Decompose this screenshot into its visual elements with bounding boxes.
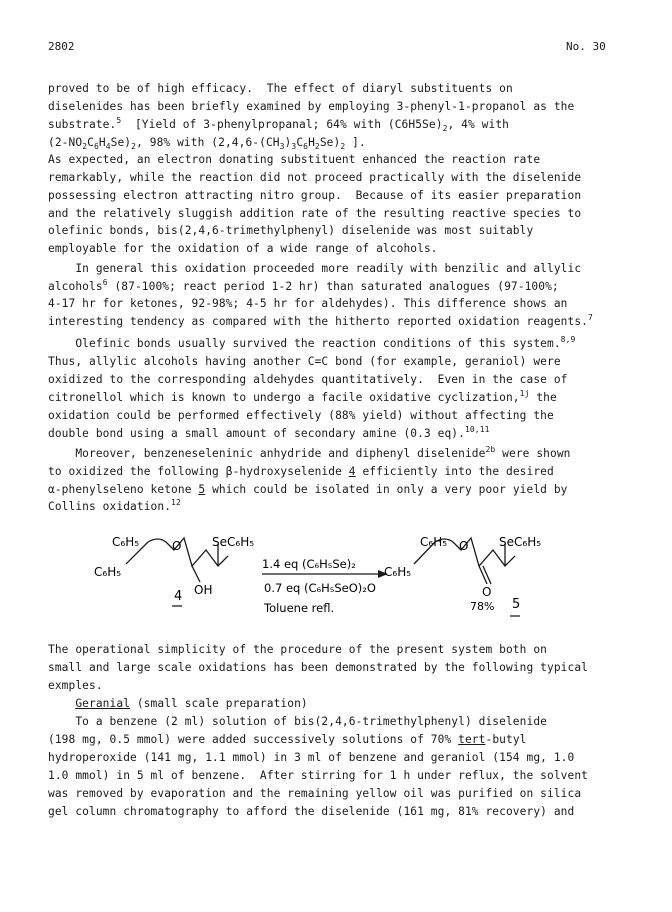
text-line: gel column chromatography to afford the diselenide (161 mg, 81% recovery) and — [48, 805, 575, 818]
text-line: The operational simplicity of the procedure of the present system both on — [48, 643, 547, 656]
page-number: 2802 — [48, 40, 75, 53]
o-label: O — [172, 539, 182, 553]
text-line: α-phenylseleno ketone 5 which could be isolated in only a very poor yield by — [48, 483, 568, 496]
text-line: oxidized to the corresponding aldehydes quantitatively. Even in the case of — [48, 373, 568, 386]
text-line: to oxidized the following β-hydroxyselenide 4 efficiently into the desired — [48, 465, 554, 478]
text-line: proved to be of high efficacy. The effect of diaryl substituents on — [48, 82, 513, 95]
text-line: Geranial (small scale preparation) — [75, 697, 308, 710]
issue-number: No. 30 — [566, 40, 606, 53]
text-line: was removed by evaporation and the remaining yellow oil was purified on silica — [48, 787, 582, 800]
text-line: (198 mg, 0.5 mmol) were added successively solutions of 70% tert-butyl — [48, 733, 527, 746]
text-line: diselenides has been briefly examined by employing 3-phenyl-1-propanol as the — [48, 100, 575, 113]
o-label: O — [459, 539, 469, 553]
text-line: small and large scale oxidations has been demonstrated by the following typical — [48, 661, 588, 674]
text-line: interesting tendency as compared with the hitherto reported oxidation reagents.$^7$ — [48, 313, 593, 328]
reagent-line: Toluene refl. — [264, 601, 335, 615]
text-line: Thus, allylic alcohols having another C=C bond (for example, geraniol) were — [48, 355, 561, 368]
sec6h5-label: SeC₆H₅ — [212, 535, 255, 549]
text-line: Moreover, benzeneseleninic anhydride and diphenyl diselenide$^{2b}$ were shown — [48, 445, 571, 460]
phenyl-label: C₆H₅ — [94, 565, 122, 579]
phenyl-label: C₆H₅ — [384, 565, 412, 579]
text-line: As expected, an electron donating substituent enhanced the reaction rate — [48, 153, 541, 166]
compound-4-label: 4 — [174, 589, 183, 604]
text-line: Collins oxidation.$^{12}$ — [48, 498, 181, 513]
text-line: employable for the oxidation of a wide range of alcohols. — [48, 242, 438, 255]
text-line: oxidation could be performed effectively (88% yield) without affecting the — [48, 409, 554, 422]
ketone-o-label: O — [482, 585, 492, 599]
phenyl-label: C₆H₅ — [420, 535, 448, 549]
text-line: citronellol which is known to undergo a facile oxidative cyclization,$^{1j}$ the — [48, 389, 557, 404]
sec6h5-label: SeC₆H₅ — [499, 535, 542, 549]
oh-label: OH — [194, 583, 213, 597]
text-line: $(2-NO_2C_6H_4Se)_2$, 98% with $(2,4,6-(CH_3)_3C_6H_2Se)_2$ ]. — [48, 136, 366, 151]
text-line: hydroperoxide (141 mg, 1.1 mmol) in 3 ml of benzene and geraniol (154 mg, 1.0 — [48, 751, 575, 764]
reagent-line: 0.7 eq (C₆H₅SeO)₂O — [264, 581, 376, 595]
yield-label: 78% — [470, 600, 495, 613]
text-line: remarkably, while the reaction did not proceed practically with the diselenide — [48, 171, 582, 184]
text-line: double bond using a small amount of secondary amine (0.3 eq).$^{10,11}$ — [48, 425, 490, 440]
text-line: 4-17 hr for ketones, 92-98%; 4-5 hr for aldehydes). This difference shows an — [48, 297, 568, 310]
phenyl-label: C₆H₅ — [112, 535, 140, 549]
text-line: substrate.$^5$ [Yield of 3-phenylpropanal; 64% with $(C6H5Se)_2$, 4% with — [48, 116, 510, 133]
compound-5-label: 5 — [512, 597, 521, 612]
text-line: and the relatively sluggish addition rate of the resulting reactive species to — [48, 207, 582, 220]
text-line: To a benzene (2 ml) solution of bis(2,4,6-trimethylphenyl) diselenide — [48, 715, 547, 728]
reagent-line: 1.4 eq (C₆H₅Se)₂ — [262, 557, 356, 571]
text-line: In general this oxidation proceeded more readily with benzilic and allylic — [48, 262, 582, 275]
text-line: alcohols$^6$ (87-100%; react period 1-2 hr) than saturated analogues (97-100%; — [48, 278, 559, 293]
reaction-scheme — [0, 520, 672, 630]
text-line: exmples. — [48, 679, 103, 692]
text-line: Olefinic bonds usually survived the reaction conditions of this system.$^{8,9}$ — [48, 335, 576, 350]
text-line: 1.0 mmol) in 5 ml of benzene. After stirring for 1 h under reflux, the solvent — [48, 769, 588, 782]
text-line: olefinic bonds, bis(2,4,6-trimethylphenyl) diselenide was most suitably — [48, 224, 534, 237]
text-line: possessing electron attracting nitro group. Because of its easier preparation — [48, 189, 582, 202]
